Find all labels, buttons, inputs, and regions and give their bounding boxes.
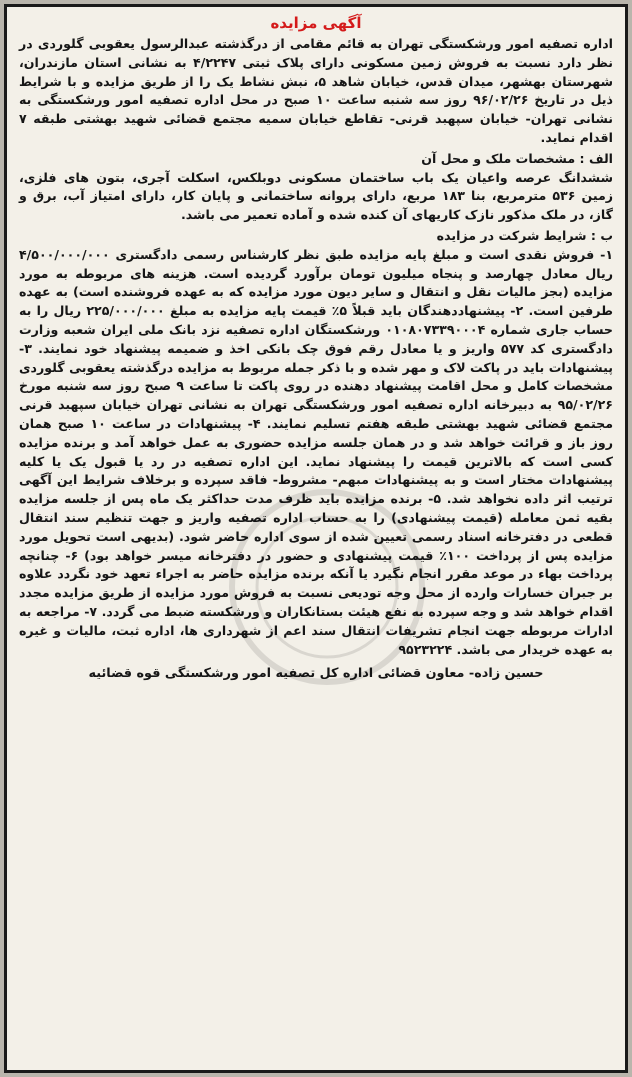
section-a-title: الف : مشخصات ملک و محل آن (421, 150, 613, 166)
section-b-title: ب : شرایط شرکت در مزایده (436, 227, 613, 243)
section-a-text: ششدانگ عرصه واعیان یک باب ساختمان مسکونی دوبلکس، اسکلت آجری، بتون های فلزی، زمین ۵۳۶ مترمربع، بنا ۱۸۳ مربع، دارای پروانه ساختمانی و پایان کار، دارای امتیاز آب، برق و گاز، در ملک مذکور نازک کاریهای آن کنده شده و آماده تعمیر می باشد. (19, 169, 614, 223)
section-b-text: ۱- فروش نقدی است و مبلغ پایه مزایده طبق نظر کارشناس رسمی دادگستری ۴/۵۰۰/۰۰۰/۰۰۰ ریال معادل چهارصد و پنجاه میلیون تومان برآورد گردیده است. هزینه های مربوطه به مورد مزایده (بجز مالیات نقل و انتقال و سایر دیون مورد مزایده که به عهده فروشنده است) به عهده طرفین است. ۲- پیشنهاددهندگان باید قبلاً ۵٪ قیمت پایه مزایده به مبلغ ۲۲۵/۰۰۰/۰۰۰ ریال را به حساب جاری شماره ۰۱۰۸۰۷۳۳۹۰۰۰۴ ورشکستگان اداره تصفیه نزد بانک ملی ایران شعبه وزارت دادگستری کد ۵۷۷ واریز و یا معادل رقم فوق چک بانکی اخذ و ضمیمه پیشنهاد خود نمایند. ۳- پیشنهادات باید در پاکت لاک و مهر شده و با ذکر جمله مربوط به مزایده درگذشته یعقوبی گلوردی مشخصات کامل و محل اقامت پیشنهاد دهنده در روی پاکت تا ساعت ۹ صبح روز سه شنبه مورخ ۹۵/۰۲/۲۶ به دبیرخانه اداره تصفیه امور ورشکستگی تهران به نشانی تهران خیابان سپهبد قرنی مجتمع قضائی شهید بهشتی طبقه هفتم تسلیم نمایند. ۴- پیشنهادات در ساعت ۱۰ صبح همان روز باز و قرائت خواهد شد و در همان جلسه مزایده حضوری به عمل خواهد آمد و برنده مزایده کسی است که بالاترین قیمت را پیشنهاد نماید. این اداره تصفیه در رد یا قبول یک یا کلیه پیشنهادات مختار است و به پیشنهادات مبهم- مشروط- فاقد سپرده و برخلاف شرایط این آگهی ترتیب اثر داده نخواهد شد. ۵- برنده مزایده باید ظرف مدت حداکثر یک ماه پس از جلسه مزایده بقیه ثمن معامله (قیمت پیشنهادی) را به حساب اداره تصفیه واریز و جهت تنظیم سند انتقال قطعی در دفترخانه اسناد رسمی تعیین شده از سوی اداره حاضر شود. (بدیهی است تحویل مورد مزایده پس از پرداخت ۱۰۰٪ قیمت پیشنهادی و حضور در دفترخانه میسر خواهد بود) ۶- چنانچه پرداخت بهاء در موعد مقرر انجام نگیرد یا آنکه برنده مزایده حاضر به اجراء تعهد خود نگردد علاوه بر جبران خسارات وارده از محل وجه تودیعی نسبت به فروش مورد مزایده از طریق مزایده مجدد اقدام خواهد شد و وجه سپرده به نفع هیئت بستانکاران و ورشکسته ضبط می گردد. ۷- مراجعه به ادارات مربوطه جهت انجام تشریفات انتقال سند اعم از شهرداری ها، اداره ثبت، مالیات و غیره به عهده خریدار می باشد. ۹۵۲۳۲۲۴ (19, 246, 613, 657)
auction-notice (4, 4, 628, 1073)
notice-title: آگهی مزایده (270, 14, 362, 32)
notice-intro: اداره تصفیه امور ورشکستگی تهران به قائم مقامی از درگذشته عبدالرسول یعقوبی گلوردی در نظر دارد نسبت به فروش زمین مسکونی دارای پلاک ثبتی ۴/۲۲۴۷ به نشانی استان مازندران، شهرستان بهشهر، میدان قدس، خیابان شاهد ۵، نبش نشاط یک را از طریق مزایده و با شرایط ذیل در تاریخ ۹۶/۰۲/۲۶ روز سه شنبه ساعت ۱۰ صبح در محل اداره تصفیه امور ورشکستگی به نشانی تهران- خیابان سپهبد قرنی- تقاطع خیابان سمیه مجتمع قضائی شهید بهشتی طبقه ۷ اقدام نماید. (19, 36, 614, 145)
notice-signature: حسین زاده- معاون قضائی اداره کل تصفیه امور ورشکستگی قوه قضائیه (88, 666, 544, 682)
